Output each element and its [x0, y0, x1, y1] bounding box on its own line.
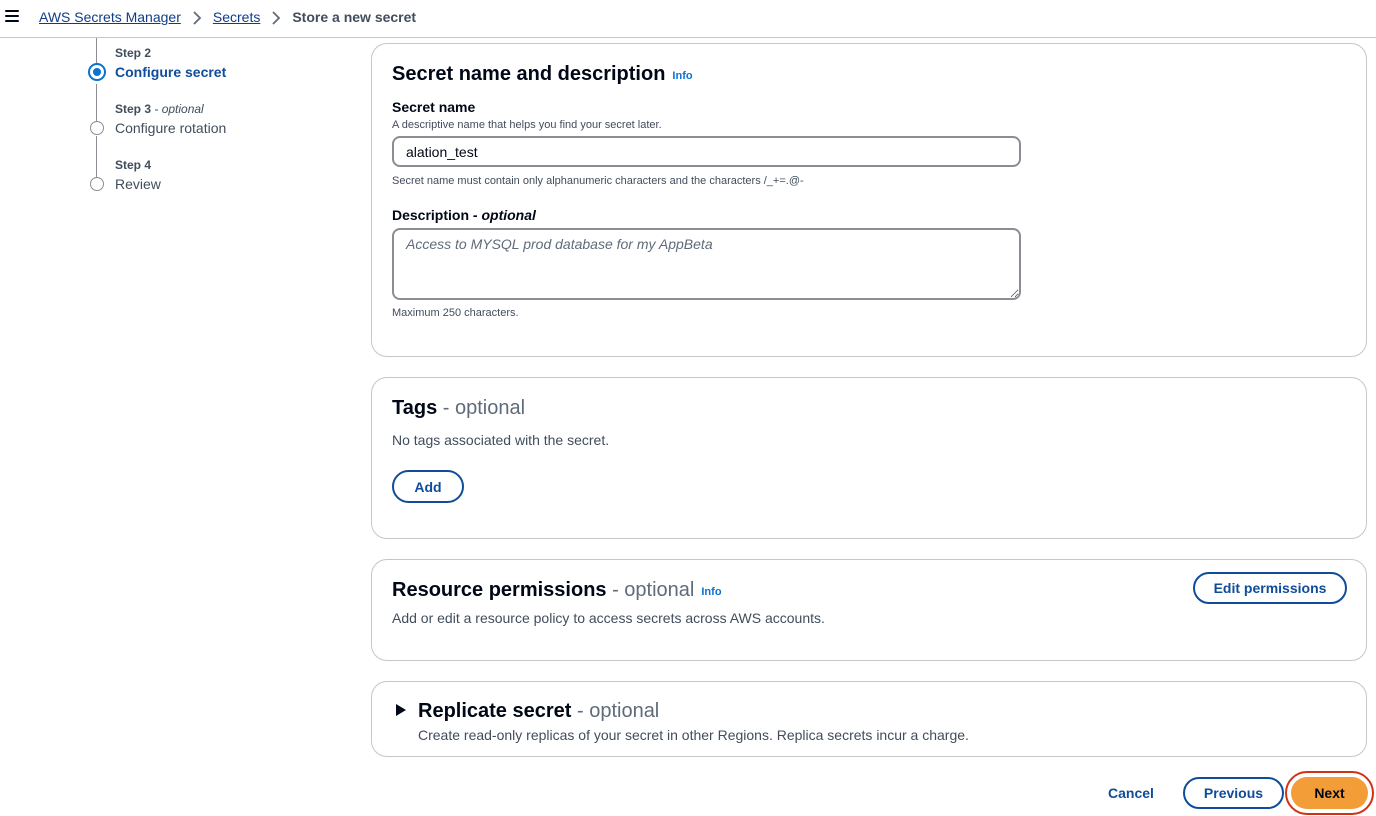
edit-permissions-button[interactable]: Edit permissions [1193, 572, 1347, 604]
step-inactive-icon [90, 121, 104, 135]
section-title-text: Secret name and description [392, 63, 666, 85]
step-2-label: Step 2 [115, 46, 152, 60]
step-configure-secret[interactable]: Configure secret [115, 64, 227, 80]
tags-title-text: Tags [392, 397, 438, 419]
secret-name-container [371, 43, 1367, 357]
permissions-title-text: Resource permissions [392, 579, 607, 601]
replicate-title[interactable] [418, 699, 659, 723]
step-4-label: Step 4 [115, 158, 152, 172]
step-3-number: Step 3 [115, 102, 152, 116]
tags-title [392, 396, 525, 420]
description-label [392, 207, 536, 223]
replicate-description: Create read-only replicas of your secret in other Regions. Replica secrets incur a charge. [418, 727, 969, 743]
permissions-title [392, 578, 722, 604]
permissions-optional: - optional [606, 579, 695, 601]
permissions-description: Add or edit a resource policy to access secrets across AWS accounts. [392, 610, 825, 626]
add-tag-button[interactable]: Add [392, 470, 464, 503]
breadcrumb-secrets[interactable]: Secrets [212, 9, 261, 25]
chevron-right-icon [181, 8, 213, 26]
section-title [392, 62, 693, 88]
description-label-optional: optional [481, 207, 536, 223]
breadcrumb-current: Store a new secret [292, 9, 417, 25]
top-bar [0, 0, 1376, 38]
step-inactive-icon [90, 177, 104, 191]
cancel-button[interactable]: Cancel [1102, 784, 1160, 802]
description-textarea[interactable] [392, 228, 1021, 300]
tags-optional: - optional [437, 397, 526, 419]
info-link[interactable]: Info [672, 70, 693, 82]
step-review[interactable]: Review [115, 176, 161, 192]
replicate-secret-container[interactable] [371, 681, 1367, 757]
replicate-optional: - optional [571, 700, 660, 722]
step-3-label [115, 102, 204, 116]
breadcrumb-secrets-manager[interactable]: AWS Secrets Manager [39, 9, 181, 25]
step-configure-rotation[interactable]: Configure rotation [115, 120, 227, 136]
replicate-title-text: Replicate secret [418, 700, 572, 722]
secret-name-description: A descriptive name that helps you find your secret later. [392, 119, 662, 131]
resource-permissions-container [371, 559, 1367, 661]
next-button[interactable]: Next [1291, 777, 1368, 809]
tags-empty-text: No tags associated with the secret. [392, 432, 610, 448]
description-constraint: Maximum 250 characters. [392, 307, 519, 319]
previous-button[interactable]: Previous [1183, 777, 1284, 809]
secret-name-label: Secret name [392, 99, 476, 115]
caret-right-icon[interactable] [396, 704, 406, 716]
wizard-steps [0, 38, 340, 238]
secret-name-input[interactable] [392, 136, 1021, 167]
step-connector [96, 38, 97, 64]
description-label-text: Description - [392, 207, 482, 223]
tags-container [371, 377, 1367, 539]
secret-name-constraint: Secret name must contain only alphanumeric characters and the characters /_+=.@- [392, 175, 804, 187]
menu-icon[interactable] [5, 10, 19, 24]
chevron-right-icon [260, 8, 292, 26]
step-3-optional: - optional [154, 102, 204, 116]
info-link[interactable]: Info [701, 586, 722, 598]
breadcrumb [39, 8, 416, 26]
step-active-icon [88, 63, 106, 81]
